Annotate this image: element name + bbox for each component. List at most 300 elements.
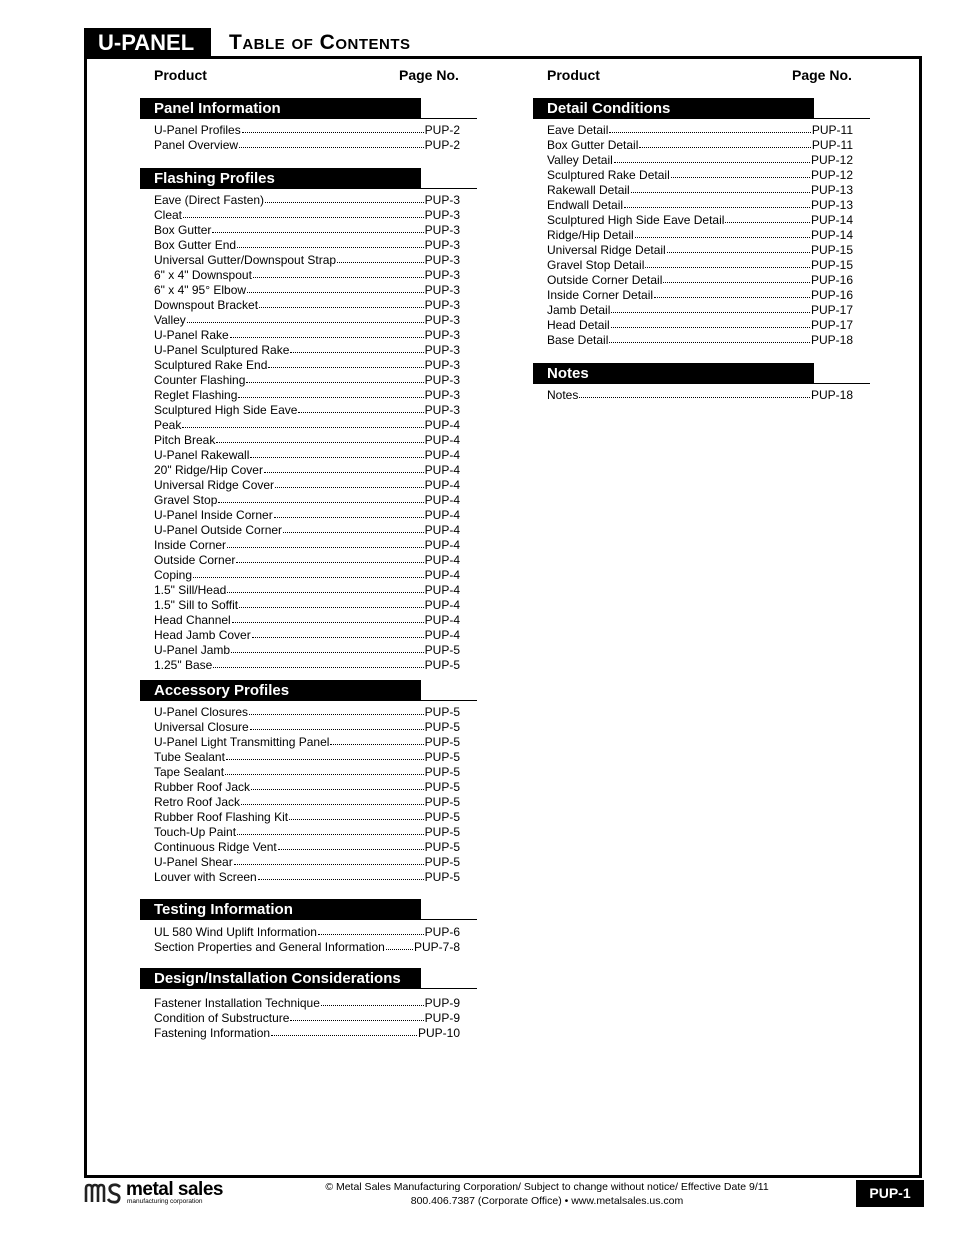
entry-page: PUP-3 — [424, 268, 460, 282]
toc-entry — [154, 720, 460, 735]
entry-name: Outside Corner Detail — [547, 273, 663, 287]
dot-leader — [227, 537, 424, 548]
section-header — [533, 98, 870, 119]
dot-leader — [654, 287, 810, 298]
entry-page: PUP-9 — [424, 1011, 460, 1025]
footer-copyright: © Metal Sales Manufacturing Corporation/ Subject to change without notice/ Effective Date 9/11 — [325, 1181, 769, 1193]
dot-leader — [230, 327, 424, 338]
entry-list — [140, 996, 460, 1041]
dot-leader — [330, 734, 423, 745]
dot-leader — [183, 207, 424, 218]
entry-list — [533, 388, 853, 403]
toc-entry — [154, 268, 460, 283]
section-header — [140, 168, 477, 189]
dot-leader — [386, 939, 413, 950]
toc-entry — [154, 870, 460, 885]
entry-name: 6" x 4" 95° Elbow — [154, 283, 247, 297]
right-page-header: Page No. — [792, 67, 852, 83]
toc-entry — [154, 583, 460, 598]
dot-leader — [278, 839, 424, 850]
entry-name: Louver with Screen — [154, 870, 257, 884]
toc-entry — [547, 228, 853, 243]
entry-list — [140, 705, 460, 885]
dot-leader — [579, 387, 810, 398]
section-header — [140, 98, 477, 119]
entry-name: Sculptured Rake End — [154, 358, 268, 372]
toc-entry — [154, 810, 460, 825]
entry-name: U-Panel Rake — [154, 328, 229, 342]
toc-entry — [154, 478, 460, 493]
left-product-header: Product — [154, 67, 207, 83]
dot-leader — [251, 779, 424, 790]
toc-entry — [154, 705, 460, 720]
toc-entry — [154, 925, 460, 940]
entry-name: 1.25" Base — [154, 658, 213, 672]
entry-page: PUP-3 — [424, 238, 460, 252]
entry-page: PUP-18 — [810, 388, 853, 402]
toc-entry — [154, 138, 460, 153]
entry-page: PUP-7-8 — [413, 940, 460, 954]
dot-leader — [265, 192, 424, 203]
entry-page: PUP-4 — [424, 583, 460, 597]
dot-leader — [250, 447, 423, 458]
dot-leader — [258, 869, 424, 880]
entry-page: PUP-4 — [424, 598, 460, 612]
toc-entry — [154, 553, 460, 568]
dot-leader — [268, 357, 423, 368]
section-header — [140, 968, 477, 989]
entry-page: PUP-4 — [424, 493, 460, 507]
toc-entry — [154, 840, 460, 855]
entry-name: Sculptured High Side Eave — [154, 403, 298, 417]
entry-page: PUP-5 — [424, 810, 460, 824]
toc-entry — [154, 328, 460, 343]
entry-name: Rubber Roof Jack — [154, 780, 251, 794]
toc-entry — [154, 643, 460, 658]
dot-leader — [231, 642, 424, 653]
ms-logo-icon — [84, 1182, 124, 1206]
toc-section — [140, 168, 477, 673]
entry-page: PUP-3 — [424, 388, 460, 402]
entry-name: Reglet Flashing — [154, 388, 238, 402]
brand-label: U-PANEL — [84, 28, 211, 58]
dot-leader — [218, 492, 423, 503]
entry-page: PUP-3 — [424, 403, 460, 417]
entry-page: PUP-4 — [424, 568, 460, 582]
toc-entry — [154, 628, 460, 643]
toc-entry — [154, 750, 460, 765]
entry-name: Eave (Direct Fasten) — [154, 193, 265, 207]
entry-name: U-Panel Rakewall — [154, 448, 250, 462]
toc-entry — [154, 433, 460, 448]
entry-name: U-Panel Profiles — [154, 123, 241, 137]
entry-page: PUP-13 — [810, 198, 853, 212]
entry-name: Fastening Information — [154, 1026, 271, 1040]
entry-page: PUP-4 — [424, 523, 460, 537]
entry-name: Fastener Installation Technique — [154, 996, 320, 1010]
dot-leader — [242, 122, 424, 133]
toc-entry — [154, 1026, 460, 1041]
entry-page: PUP-11 — [811, 123, 853, 137]
entry-page: PUP-16 — [810, 273, 853, 287]
entry-name: Tape Sealant — [154, 765, 225, 779]
toc-entry — [547, 318, 853, 333]
dot-leader — [667, 242, 810, 253]
toc-entry — [154, 388, 460, 403]
dot-leader — [275, 477, 424, 488]
entry-name: Box Gutter Detail — [547, 138, 639, 152]
dot-leader — [246, 372, 423, 383]
toc-entry — [154, 538, 460, 553]
entry-name: Ridge/Hip Detail — [547, 228, 634, 242]
footer-notice — [270, 1180, 824, 1208]
entry-page: PUP-15 — [810, 258, 853, 272]
entry-name: Sculptured High Side Eave Detail — [547, 213, 725, 227]
toc-entry — [154, 343, 460, 358]
entry-page: PUP-3 — [424, 223, 460, 237]
entry-name: Box Gutter — [154, 223, 212, 237]
entry-name: U-Panel Shear — [154, 855, 233, 869]
entry-name: Cleat — [154, 208, 183, 222]
dot-leader — [321, 995, 424, 1006]
entry-page: PUP-4 — [424, 478, 460, 492]
entry-page: PUP-13 — [810, 183, 853, 197]
logo-wordmark: metal sales — [126, 1179, 223, 1200]
entry-page: PUP-5 — [424, 840, 460, 854]
dot-leader — [631, 182, 810, 193]
dot-leader — [253, 267, 424, 278]
dot-leader — [337, 252, 424, 263]
toc-entry — [154, 448, 460, 463]
entry-page: PUP-3 — [424, 298, 460, 312]
dot-leader — [249, 704, 424, 715]
dot-leader — [247, 282, 424, 293]
entry-page: PUP-14 — [810, 213, 853, 227]
entry-name: U-Panel Closures — [154, 705, 249, 719]
page-number-badge: PUP-1 — [856, 1180, 924, 1207]
toc-entry — [154, 463, 460, 478]
entry-name: Jamb Detail — [547, 303, 611, 317]
toc-entry — [154, 193, 460, 208]
entry-page: PUP-3 — [424, 313, 460, 327]
dot-leader — [274, 507, 424, 518]
dot-leader — [725, 212, 810, 223]
dot-leader — [289, 809, 424, 820]
entry-name: Universal Ridge Detail — [547, 243, 666, 257]
entry-page: PUP-2 — [424, 138, 460, 152]
section-title: Design/Installation Considerations — [140, 968, 421, 989]
dot-leader — [213, 657, 423, 668]
dot-leader — [609, 332, 810, 343]
toc-entry — [547, 198, 853, 213]
entry-page: PUP-5 — [424, 855, 460, 869]
entry-name: Head Jamb Cover — [154, 628, 251, 642]
entry-name: U-Panel Jamb — [154, 643, 231, 657]
entry-name: UL 580 Wind Uplift Information — [154, 925, 317, 939]
dot-leader — [237, 237, 424, 248]
entry-page: PUP-17 — [810, 318, 853, 332]
entry-page: PUP-3 — [424, 283, 460, 297]
section-title: Testing Information — [140, 899, 421, 920]
toc-section — [533, 363, 870, 403]
entry-name: U-Panel Inside Corner — [154, 508, 273, 522]
entry-name: Panel Overview — [154, 138, 239, 152]
section-title: Detail Conditions — [533, 98, 814, 119]
entry-page: PUP-5 — [424, 825, 460, 839]
entry-list — [140, 123, 460, 153]
entry-page: PUP-5 — [424, 750, 460, 764]
dot-leader — [234, 854, 424, 865]
entry-page: PUP-3 — [424, 253, 460, 267]
toc-section — [140, 899, 477, 955]
entry-name: Counter Flashing — [154, 373, 246, 387]
dot-leader — [187, 312, 424, 323]
section-header — [140, 680, 477, 701]
toc-entry — [547, 153, 853, 168]
entry-page: PUP-3 — [424, 343, 460, 357]
entry-page: PUP-15 — [810, 243, 853, 257]
dot-leader — [226, 749, 424, 760]
dot-leader — [635, 227, 810, 238]
entry-name: U-Panel Light Transmitting Panel — [154, 735, 330, 749]
toc-entry — [547, 183, 853, 198]
entry-page: PUP-5 — [424, 795, 460, 809]
dot-leader — [663, 272, 810, 283]
dot-leader — [614, 152, 810, 163]
dot-leader — [624, 197, 810, 208]
entry-name: 1.5" Sill to Soffit — [154, 598, 239, 612]
entry-name: Coping — [154, 568, 193, 582]
entry-name: Continuous Ridge Vent — [154, 840, 277, 854]
section-title: Accessory Profiles — [140, 680, 421, 701]
toc-section — [140, 680, 477, 885]
entry-name: Inside Corner Detail — [547, 288, 654, 302]
toc-entry — [547, 213, 853, 228]
entry-name: Outside Corner — [154, 553, 236, 567]
dot-leader — [237, 824, 424, 835]
entry-page: PUP-17 — [810, 303, 853, 317]
entry-page: PUP-5 — [424, 765, 460, 779]
dot-leader — [264, 462, 424, 473]
entry-name: U-Panel Sculptured Rake — [154, 343, 290, 357]
entry-name: Section Properties and General Information — [154, 940, 385, 954]
dot-leader — [611, 302, 810, 313]
entry-name: Valley — [154, 313, 186, 327]
dot-leader — [639, 137, 810, 148]
toc-entry — [154, 996, 460, 1011]
page-title: Table of Contents — [229, 31, 411, 54]
toc-entry — [154, 1011, 460, 1026]
entry-page: PUP-10 — [417, 1026, 460, 1040]
entry-page: PUP-18 — [810, 333, 853, 347]
entry-name: Notes — [547, 388, 579, 402]
toc-entry — [547, 273, 853, 288]
entry-list — [533, 123, 853, 348]
dot-leader — [241, 794, 424, 805]
entry-page: PUP-4 — [424, 628, 460, 642]
entry-name: Inside Corner — [154, 538, 227, 552]
toc-entry — [154, 313, 460, 328]
entry-page: PUP-5 — [424, 780, 460, 794]
toc-entry — [154, 358, 460, 373]
toc-entry — [154, 283, 460, 298]
toc-entry — [547, 333, 853, 348]
section-header — [533, 363, 870, 384]
toc-entry — [547, 303, 853, 318]
entry-page: PUP-16 — [810, 288, 853, 302]
toc-entry — [547, 168, 853, 183]
entry-name: Gravel Stop Detail — [547, 258, 645, 272]
entry-name: Gravel Stop — [154, 493, 218, 507]
entry-page: PUP-9 — [424, 996, 460, 1010]
toc-entry — [154, 253, 460, 268]
entry-page: PUP-2 — [424, 123, 460, 137]
entry-page: PUP-4 — [424, 448, 460, 462]
entry-name: Rubber Roof Flashing Kit — [154, 810, 289, 824]
toc-entry — [154, 523, 460, 538]
dot-leader — [318, 924, 424, 935]
entry-name: Eave Detail — [547, 123, 609, 137]
toc-entry — [547, 243, 853, 258]
toc-section — [140, 98, 477, 153]
toc-entry — [154, 418, 460, 433]
entry-page: PUP-11 — [811, 138, 853, 152]
toc-entry — [154, 940, 460, 955]
toc-entry — [154, 403, 460, 418]
dot-leader — [182, 417, 423, 428]
entry-name: Tube Sealant — [154, 750, 225, 764]
entry-page: PUP-4 — [424, 418, 460, 432]
dot-leader — [671, 167, 810, 178]
toc-entry — [154, 373, 460, 388]
left-page-header: Page No. — [399, 67, 459, 83]
entry-name: Valley Detail — [547, 153, 613, 167]
dot-leader — [298, 402, 423, 413]
dot-leader — [290, 1010, 423, 1021]
entry-page: PUP-4 — [424, 433, 460, 447]
entry-name: Universal Ridge Cover — [154, 478, 275, 492]
toc-entry — [154, 223, 460, 238]
toc-entry — [154, 825, 460, 840]
toc-entry — [154, 568, 460, 583]
entry-name: Peak — [154, 418, 182, 432]
entry-page: PUP-5 — [424, 658, 460, 672]
entry-page: PUP-5 — [424, 643, 460, 657]
dot-leader — [212, 222, 423, 233]
entry-page: PUP-3 — [424, 193, 460, 207]
entry-page: PUP-14 — [810, 228, 853, 242]
toc-entry — [154, 658, 460, 673]
entry-page: PUP-12 — [810, 153, 853, 167]
entry-page: PUP-5 — [424, 720, 460, 734]
entry-name: Head Detail — [547, 318, 610, 332]
entry-page: PUP-4 — [424, 613, 460, 627]
entry-list — [140, 925, 460, 955]
toc-section — [533, 98, 870, 348]
entry-page: PUP-3 — [424, 208, 460, 222]
entry-page: PUP-4 — [424, 553, 460, 567]
dot-leader — [645, 257, 810, 268]
entry-name: Touch-Up Paint — [154, 825, 237, 839]
toc-entry — [154, 238, 460, 253]
entry-page: PUP-3 — [424, 358, 460, 372]
dot-leader — [232, 612, 424, 623]
dot-leader — [259, 297, 424, 308]
section-title: Flashing Profiles — [140, 168, 421, 189]
dot-leader — [227, 582, 423, 593]
toc-entry — [154, 765, 460, 780]
entry-page: PUP-4 — [424, 538, 460, 552]
toc-entry — [154, 208, 460, 223]
dot-leader — [271, 1025, 417, 1036]
section-title: Notes — [533, 363, 814, 384]
section-header — [140, 899, 477, 920]
entry-name: Sculptured Rake Detail — [547, 168, 670, 182]
toc-entry — [547, 138, 853, 153]
dot-leader — [283, 522, 424, 533]
toc-entry — [154, 493, 460, 508]
dot-leader — [193, 567, 424, 578]
toc-entry — [547, 388, 853, 403]
dot-leader — [216, 432, 423, 443]
dot-leader — [239, 137, 424, 148]
entry-page: PUP-12 — [810, 168, 853, 182]
entry-list — [140, 193, 460, 673]
dot-leader — [290, 342, 423, 353]
dot-leader — [250, 719, 424, 730]
entry-name: Pitch Break — [154, 433, 216, 447]
dot-leader — [609, 122, 810, 133]
entry-name: Universal Closure — [154, 720, 249, 734]
toc-entry — [547, 123, 853, 138]
toc-entry — [154, 508, 460, 523]
entry-name: U-Panel Outside Corner — [154, 523, 283, 537]
entry-name: Head Channel — [154, 613, 231, 627]
entry-page: PUP-5 — [424, 705, 460, 719]
dot-leader — [236, 552, 423, 563]
section-title: Panel Information — [140, 98, 421, 119]
toc-entry — [154, 123, 460, 138]
entry-page: PUP-4 — [424, 463, 460, 477]
entry-page: PUP-3 — [424, 328, 460, 342]
toc-entry — [154, 795, 460, 810]
entry-name: Downspout Bracket — [154, 298, 259, 312]
dot-leader — [225, 764, 424, 775]
entry-name: Box Gutter End — [154, 238, 237, 252]
entry-page: PUP-4 — [424, 508, 460, 522]
footer-contact: 800.406.7387 (Corporate Office) • www.metalsales.us.com — [410, 1195, 684, 1207]
entry-name: Rakewall Detail — [547, 183, 630, 197]
entry-page: PUP-5 — [424, 870, 460, 884]
entry-name: Universal Gutter/Downspout Strap — [154, 253, 337, 267]
entry-name: Endwall Detail — [547, 198, 624, 212]
left-toc-column — [140, 98, 477, 1041]
toc-entry — [154, 298, 460, 313]
entry-name: Condition of Substructure — [154, 1011, 290, 1025]
dot-leader — [252, 627, 424, 638]
toc-entry — [547, 288, 853, 303]
entry-page: PUP-6 — [424, 925, 460, 939]
right-toc-column — [533, 98, 870, 403]
entry-page: PUP-3 — [424, 373, 460, 387]
entry-page: PUP-5 — [424, 735, 460, 749]
dot-leader — [238, 387, 423, 398]
toc-entry — [154, 780, 460, 795]
logo-subtitle: manufacturing corporation — [127, 1198, 203, 1205]
toc-entry — [154, 735, 460, 750]
toc-entry — [154, 613, 460, 628]
metal-sales-logo — [84, 1180, 244, 1208]
